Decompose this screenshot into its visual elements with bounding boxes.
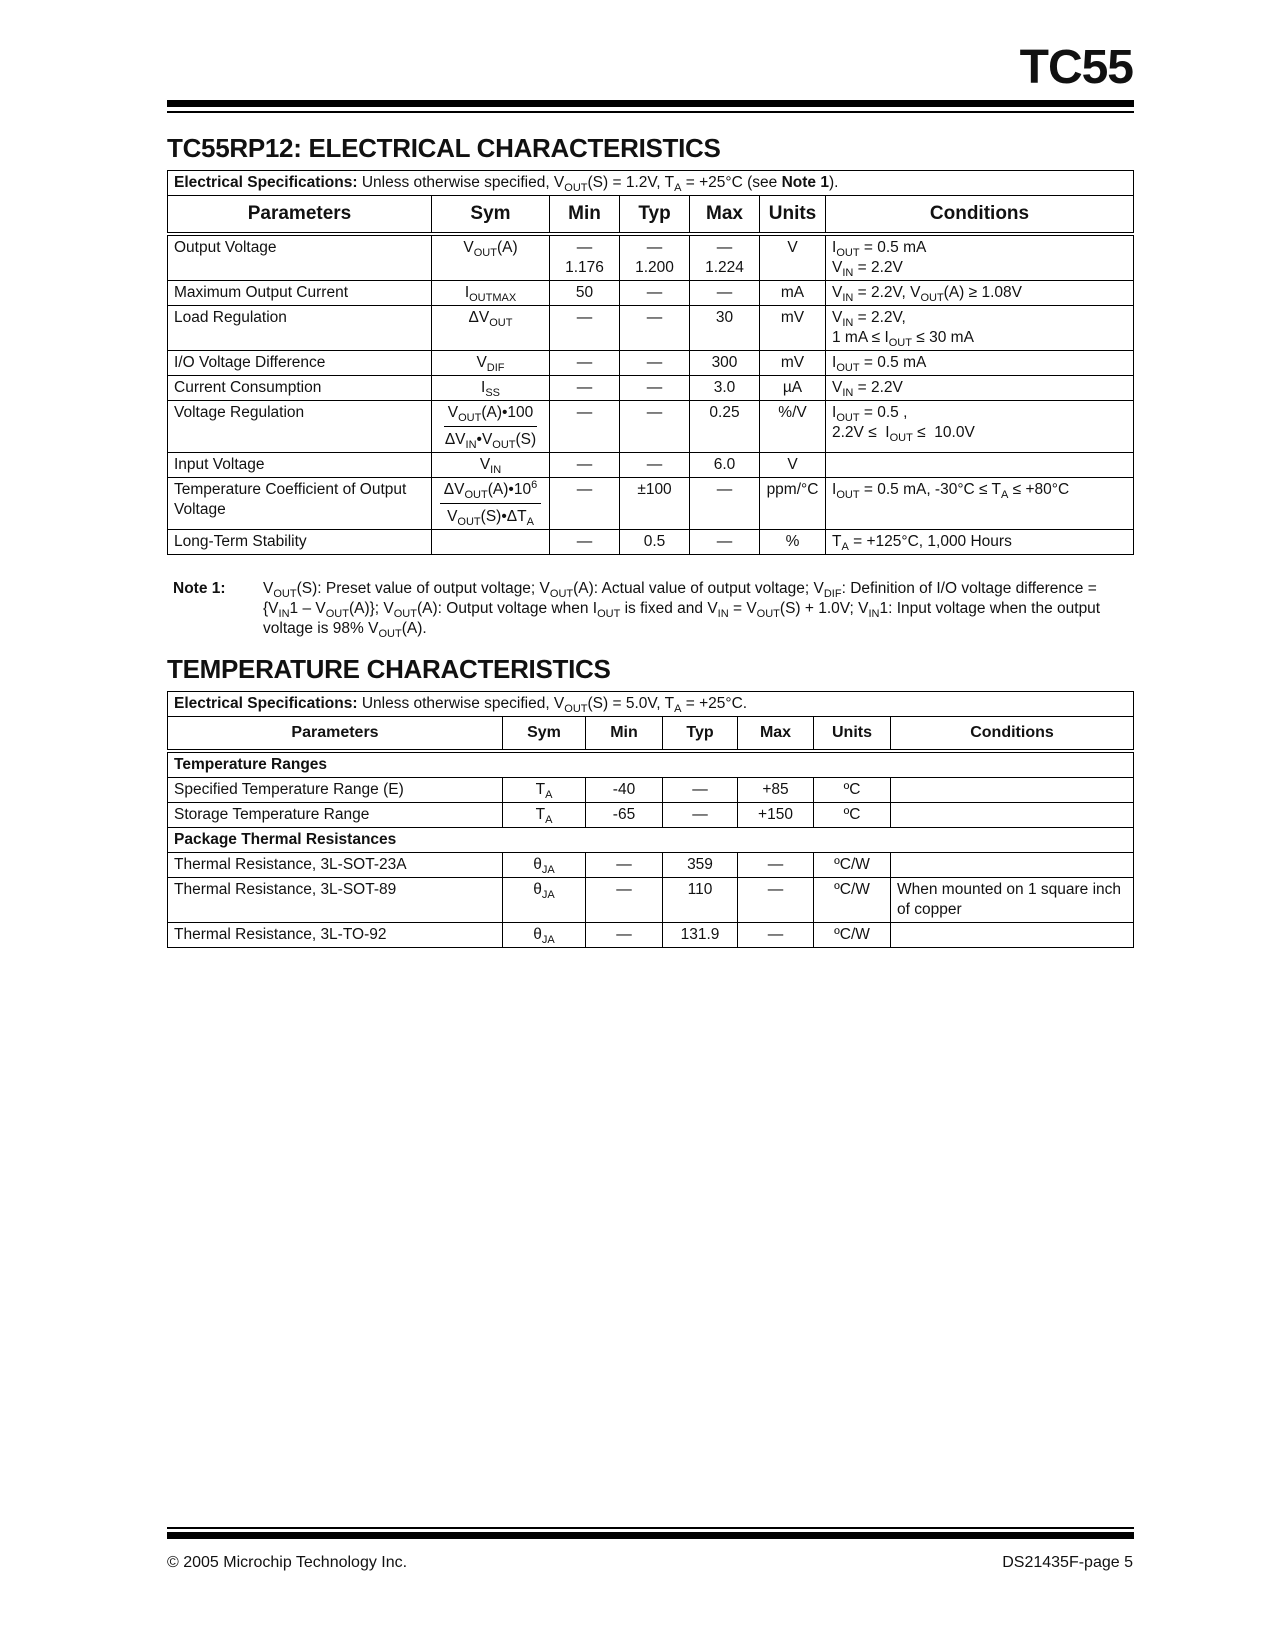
- table-row: Temperature Coefficient of Output Voltage $\Delta V_{OUT}(A)•10^6$ $V_{OUT}(S)•\Delta T_A$ — ±100 — ppm/°C $I_{OUT} = 0.5$ mA, $-30^\circ C \le T_A \le +80^\circ C$: [168, 478, 1134, 530]
- col-header: Sym: [432, 196, 550, 235]
- copyright: © 2005 Microchip Technology Inc.: [167, 1554, 408, 1571]
- col-header: Conditions: [826, 196, 1134, 235]
- section-title-temperature: TEMPERATURE CHARACTERISTICS: [167, 654, 611, 684]
- table-row: Output Voltage $V_{OUT}(A)$ — 1.176 — 1.200 — 1.224 V $I_{OUT} = 0.5$ mA $V_{IN} = 2.2V$: [168, 234, 1134, 281]
- table-row: Thermal Resistance, 3L-SOT-23A $\theta_{JA}$ — 359 — ºC/W: [168, 853, 1134, 878]
- table-row: Current Consumption $I_{SS}$ — — 3.0 µA $V_{IN} = 2.2V$: [168, 376, 1134, 401]
- col-header: Sym: [503, 717, 586, 752]
- table-row: Specified Temperature Range (E) $T_A$ -40 — +85 ºC: [168, 778, 1134, 803]
- col-header: Typ: [620, 196, 690, 235]
- col-header: Conditions: [891, 717, 1134, 752]
- col-header: Units: [814, 717, 891, 752]
- spec-line: Electrical Specifications: Unless otherwise specified, $V_{OUT}(S) = 5.0V$, $T_A = +25^\circ C$.: [168, 692, 1134, 717]
- footer-rule-thin: [167, 1527, 1134, 1529]
- page-number: DS21435F-page 5: [1002, 1554, 1133, 1571]
- group-row: Temperature Ranges: [168, 751, 1134, 778]
- header-rule-thin: [167, 111, 1134, 113]
- header-rule: [167, 100, 1134, 107]
- page-title: TC55: [1019, 41, 1133, 94]
- col-header: Min: [586, 717, 663, 752]
- electrical-characteristics-table: [167, 170, 1134, 555]
- footer-rule: [167, 1532, 1134, 1539]
- col-header: Min: [550, 196, 620, 235]
- col-header: Typ: [663, 717, 738, 752]
- table-row: Voltage Regulation $V_{OUT}(A)•100$ $\Delta V_{IN}•V_{OUT}(S)$ — — 0.25 %/V $I_{OUT} = 0.5$ , $2.2V \le I_{OUT} \le 10.0V$: [168, 401, 1134, 453]
- table-row: I/O Voltage Difference $V_{DIF}$ — — 300 mV $I_{OUT} = 0.5$ mA: [168, 351, 1134, 376]
- table-row: Storage Temperature Range $T_A$ -65 — +150 ºC: [168, 803, 1134, 828]
- table-row: Long-Term Stability — 0.5 — % $T_A = +125^\circ C$, 1,000 Hours: [168, 530, 1134, 555]
- table-row: Load Regulation $\Delta V_{OUT}$ — — 30 mV $V_{IN} = 2.2V$, 1 mA ≤ $I_{OUT} \le 30$ mA: [168, 306, 1134, 351]
- spec-line: Electrical Specifications: Unless otherwise specified, $V_{OUT}(S) = 1.2V$, $T_A = +25^\circ C$ (see Note 1).: [168, 171, 1134, 196]
- section-title-electrical: TC55RP12: ELECTRICAL CHARACTERISTICS: [167, 133, 721, 163]
- temperature-characteristics-table: [167, 691, 1134, 948]
- col-header: Max: [738, 717, 814, 752]
- table-row: Thermal Resistance, 3L-SOT-89 $\theta_{JA}$ — 110 — ºC/W When mounted on 1 square inch of copper: [168, 878, 1134, 923]
- table-row: Input Voltage $V_{IN}$ — — 6.0 V: [168, 453, 1134, 478]
- table-row: Thermal Resistance, 3L-TO-92 $\theta_{JA}$ — 131.9 — ºC/W: [168, 923, 1134, 948]
- col-header: Max: [690, 196, 760, 235]
- col-header: Parameters: [168, 717, 503, 752]
- table-row: Maximum Output Current $I_{OUTMAX}$ 50 — — mA $V_{IN} = 2.2V$, $V_{OUT}(A) \ge 1.08V$: [168, 281, 1134, 306]
- group-row: Package Thermal Resistances: [168, 828, 1134, 853]
- col-header: Parameters: [168, 196, 432, 235]
- col-header: Units: [760, 196, 826, 235]
